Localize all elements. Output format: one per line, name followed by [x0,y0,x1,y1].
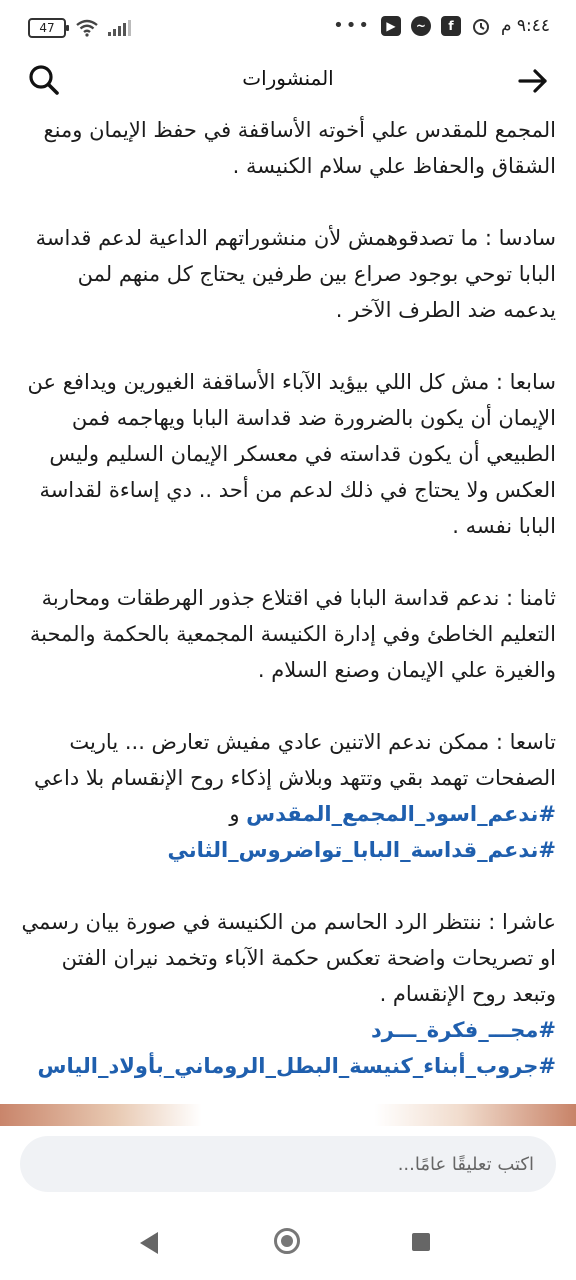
wifi-icon [76,19,98,37]
alarm-icon [471,16,491,36]
app-header [0,56,576,104]
battery-icon: 47 [28,18,66,38]
status-bar [0,0,576,56]
back-arrow-icon[interactable] [516,64,550,98]
post-paragraph: المجمع للمقدس علي أخوته الأساقفة في حفظ الإيمان ومنع الشقاق والحفاظ علي سلام الكنيسة . [43,118,556,178]
comment-input[interactable] [20,1136,556,1192]
system-nav-bar [0,1212,576,1280]
page-title: المنشورات [242,66,334,90]
hashtag-link[interactable]: #جروب_أبناء_كنيسة_البطل_الروماني_بأولاد_الياس [37,1054,556,1078]
post-body [20,112,556,1102]
signal-icon [108,20,131,36]
clock: ٩:٤٤ م [500,16,550,36]
post-paragraph-9 [20,724,556,868]
nav-recents-icon[interactable] [412,1233,430,1251]
messenger-icon: ~ [411,16,431,36]
youtube-icon: ▶ [381,16,401,36]
post-paragraph: ثامنا : ندعم قداسة البابا في اقتلاع جذور الهرطقات ومحاربة التعليم الخاطئ وفي إدارة الكنيسة المجمعية بالحكمة والمحبة والغيرة علي الإيمان وصنع السلام . [29,586,556,682]
hashtag-link[interactable]: #ندعم_اسود_المجمع_المقدس [246,802,556,826]
post-paragraph: سابعا : مش كل اللي بيؤيد الآباء الأساقفة الغيورين ويدافع عن الإيمان أن يكون بالضرورة ضد قداسة البابا ويهاجمه فمن الطبيعي أن يكون قداسته في معسكر الإيمان السليم وليس العكس ولا يحتاج في ذلك لدعم من أحد .. دي إساءة لقداسة البابا نفسه . [27,370,556,538]
paragraph-text: تاسعا : ممكن ندعم الاتنين عادي مفيش تعارض ... ياريت الصفحات تهمد بقي وتتهد وبلاش إذكاء روح الإنقسام بلا داعي [33,730,556,790]
status-right [333,16,550,36]
paragraph-text: عاشرا : ننتظر الرد الحاسم من الكنيسة في صورة بيان رسمي او تصريحات واضحة تعكس حكمة الآباء وتخمد نيران الفتن وتبعد روح الإنقسام . [21,910,556,1006]
comment-bar [0,1126,576,1212]
hashtag-link[interactable]: #مجـــ_فكرة_ـــرد [370,1018,556,1042]
nav-back-icon[interactable] [140,1232,158,1254]
post-image-edge[interactable] [0,1104,576,1126]
facebook-icon: f [441,16,461,36]
post-paragraph-10 [20,904,556,1084]
hashtag-link[interactable]: #ندعم_قداسة_البابا_تواضروس_الثاني [167,838,556,862]
conjunction-text: و [229,802,240,826]
post-paragraph: سادسا : ما تصدقوهمش لأن منشوراتهم الداعية لدعم قداسة البابا توحي بوجود صراع بين طرفين يحتاج كل منهم لمن يدعمه ضد الطرف الآخر . [35,226,556,322]
status-left [28,18,131,38]
nav-home-icon[interactable] [274,1228,300,1254]
more-notifications-icon: ••• [333,15,371,36]
